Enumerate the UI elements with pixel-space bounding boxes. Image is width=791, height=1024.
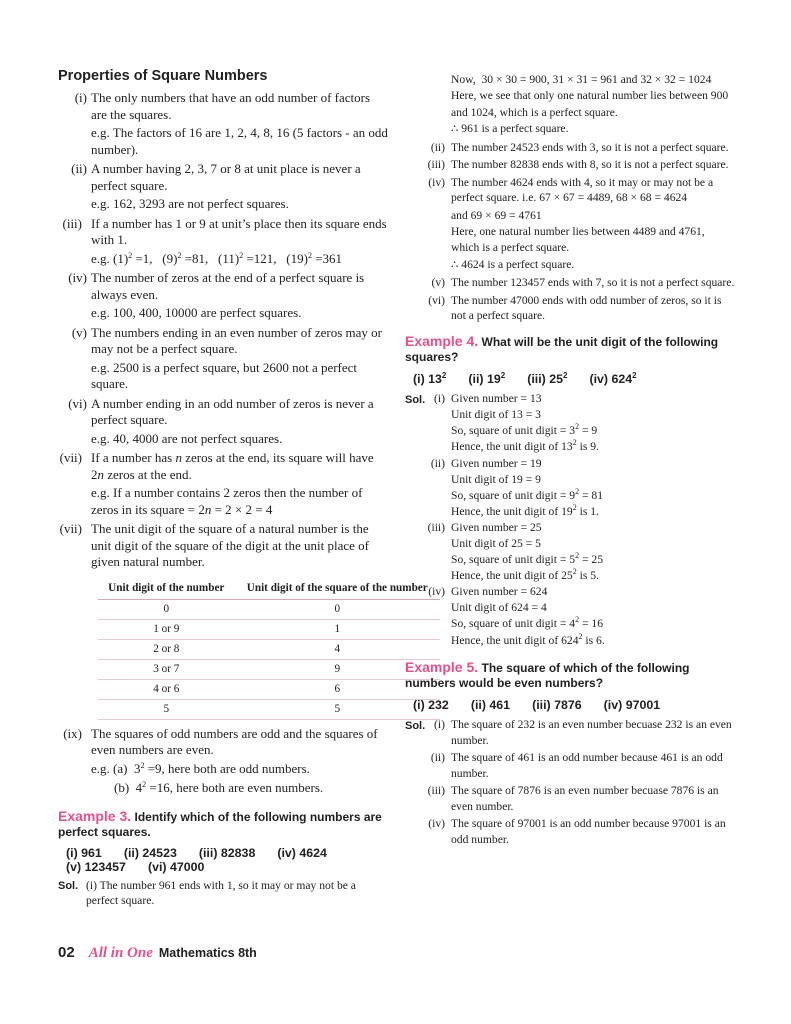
example-5-solution (405, 717, 735, 847)
solution-line (405, 552, 735, 568)
table-cell: 4 or 6 (98, 679, 235, 699)
table-row (98, 619, 440, 639)
table-row (98, 679, 440, 699)
table-header-row (98, 577, 440, 600)
property-example: e.g. If a number contains 2 zeros then the number of zeros in its square = 2n = 2 × 2 = 4 (91, 485, 363, 517)
example-label: Example 4. (405, 332, 479, 349)
part-number: (i) (434, 718, 445, 732)
property-item (58, 325, 388, 358)
property-item (58, 521, 388, 571)
solution-label: Sol. (58, 879, 79, 892)
option-label: (iv) 97001 (603, 698, 661, 713)
solution-part (405, 783, 735, 814)
property-text: If a number has n zeros at the end, its square will have 2n zeros at the end. (91, 450, 374, 482)
property-text: The only numbers that have an odd number of factors are the squares. (91, 90, 371, 122)
part-number: (ii) (430, 140, 445, 154)
option-label: (i) $13^2$ (413, 370, 447, 386)
property-example: e.g. 100, 400, 10000 are perfect squares. (91, 305, 302, 320)
part-text: The number 123457 ends with 7, so it is not a perfect square. (451, 276, 735, 290)
part-text: Unit digit of 13 = 3 (451, 408, 541, 422)
part-text: Given number = 624 (451, 585, 548, 599)
solution-line (405, 600, 735, 616)
example-question: What will be the unit digit of the following squares? (405, 334, 719, 364)
table-row (98, 639, 440, 659)
part-text: Unit digit of 624 = 4 (451, 601, 547, 615)
table-cell: 1 (235, 619, 440, 639)
property-number: (vii) (59, 521, 82, 536)
part-number: (iv) (428, 817, 445, 831)
part-text: Unit digit of 19 = 9 (451, 472, 541, 486)
example-4-solution (405, 391, 735, 648)
solution-line (405, 520, 735, 536)
option-label: (i) 232 (413, 698, 449, 713)
example-5-title (405, 660, 735, 691)
part-number: (iii) (427, 158, 445, 172)
property-item (58, 450, 388, 483)
solution-part (405, 816, 735, 847)
part-number: (ii) (430, 751, 445, 765)
solution-line (405, 391, 735, 407)
part-text: So, square of unit digit = $5^2 = 25$ (451, 551, 604, 567)
part-text: Given number = 19 (451, 456, 542, 470)
property-text: If a number has 1 or 9 at unit’s place then its square ends with 1. (91, 215, 387, 247)
example-4-title (405, 334, 735, 365)
left-column (58, 66, 428, 909)
table-cell: 5 (98, 699, 235, 719)
solution-line (405, 633, 735, 649)
part-number: (ii) (430, 456, 445, 470)
option-label: (ii) 24523 (123, 845, 177, 860)
part-text: The square of 232 is an even number becuase 232 is an even number. (451, 718, 732, 747)
table-cell: 9 (235, 659, 440, 679)
part-text: The number 47000 ends with odd number of zeros, so it is not a perfect square. (451, 293, 722, 323)
table-header: Unit digit of the number (98, 577, 235, 600)
property-number: (v) (71, 324, 87, 340)
page-footer (58, 944, 257, 962)
solution-part (405, 750, 735, 781)
solution-label: Sol. (405, 394, 426, 407)
solution-line (405, 472, 735, 488)
property-item (58, 90, 388, 123)
option-label: (iv) $624^2$ (589, 370, 637, 386)
property-example: e.g. 40, 4000 are not perfect squares. (91, 430, 283, 446)
example-3-solution (58, 878, 388, 909)
property-text: The squares of odd numbers are odd and the squares of even numbers are even. (91, 725, 378, 757)
property-item (58, 216, 388, 249)
property-number: (ix) (63, 725, 82, 741)
table-body (98, 599, 440, 719)
solution-line: ∴ 961 is a perfect square. (451, 122, 569, 136)
part-number: (iii) (427, 520, 445, 534)
property-text: The unit digit of the square of a natural number is the unit digit of the square of the digit at the unit place of given natural number. (91, 521, 369, 569)
property-text: The number of zeros at the end of a perfect square is always even. (91, 270, 365, 302)
option-label: (iii) 82838 (198, 845, 256, 860)
option-label: (iii) $25^2$ (527, 370, 568, 386)
part-text: Hence, the unit digit of $624^2$ is 6. (451, 631, 605, 647)
part-text: Hence, the unit digit of $13^2$ is 9. (451, 438, 599, 454)
example-label: Example 3. (58, 807, 132, 824)
property-item (58, 396, 388, 429)
part-text: The number 82838 ends with 8, so it is not a perfect square. (451, 158, 729, 172)
solution-line: Here, we see that only one natural number lies between 900 and 1024, which is a perfect square. (451, 89, 729, 119)
property-text: A number having 2, 3, 7 or 8 at unit place is never a perfect square. (91, 161, 361, 193)
solution-part (405, 175, 735, 206)
property-number: (iii) (62, 215, 82, 231)
solution-line (405, 536, 735, 552)
part-number: (vi) (428, 293, 445, 307)
section-heading: Properties of Square Numbers (58, 68, 268, 84)
solution-part (405, 157, 735, 173)
part-text: Hence, the unit digit of $25^2$ is 5. (451, 567, 599, 583)
part-number: (iii) (427, 784, 445, 798)
solution-line (405, 439, 735, 455)
solution-part (405, 717, 735, 748)
example-3-options (66, 846, 388, 874)
table-cell: 6 (235, 679, 440, 699)
solution-line: and 69 × 69 = 4761 (451, 208, 542, 222)
example-question: Identify which of the following numbers are perfect squares. (58, 809, 382, 839)
property-number: (i) (74, 90, 87, 105)
property-example: (b) $4^2 =16$, here both are even numbers. (114, 780, 324, 795)
solution-line: Now, 30 × 30 = 900, 31 × 31 = 961 and 32 × 32 = 1024 (451, 73, 712, 86)
solution-line (405, 584, 735, 600)
right-column (405, 72, 735, 849)
solution-part (405, 140, 735, 156)
solution-line (405, 568, 735, 584)
solution-line (405, 504, 735, 520)
table-row (98, 659, 440, 679)
table-cell: 4 (235, 639, 440, 659)
solution-part (405, 275, 735, 291)
table-cell: 0 (235, 599, 440, 619)
example-4-options (413, 371, 735, 387)
solution-line (405, 616, 735, 632)
option-label: (iii) 7876 (532, 698, 582, 713)
table-row (98, 599, 440, 619)
part-text: The square of 97001 is an odd number because 97001 is an odd number. (451, 817, 726, 846)
table-cell: 1 or 9 (98, 619, 235, 639)
part-text: The square of 461 is an odd number because 461 is an odd number. (451, 751, 723, 780)
page-number: 02 (58, 944, 75, 961)
part-text: So, square of unit digit = $3^2 = 9$ (451, 422, 598, 438)
part-text: Given number = 13 (451, 392, 542, 406)
solution-line (405, 456, 735, 472)
example-label: Example 5. (405, 659, 479, 676)
option-label: (ii) $19^2$ (468, 370, 506, 386)
solution-part (405, 293, 735, 324)
part-text: The number 4624 ends with 4, so it may or may not be a perfect square. i.e. 67 × 67 = 4489, 68 × 68 = 4624 (451, 175, 714, 205)
part-text: The square of 7876 is an even number becuase 7876 is an even number. (451, 784, 719, 813)
example-5-options (413, 697, 735, 713)
solution-line: ∴ 4624 is a perfect square. (451, 257, 575, 271)
property-example: e.g. 162, 3293 are not perfect squares. (91, 196, 289, 211)
part-text: So, square of unit digit = $4^2 = 16$ (451, 615, 604, 631)
book-subject: Mathematics 8th (158, 946, 257, 960)
example-question: The square of which of the following numbers would be even numbers? (405, 661, 690, 691)
property-example: e.g. $(1)^2 =1$, $(9)^2 =81$, $(11)^2 =121$, $(19)^2 =361$ (91, 250, 343, 266)
solution-line (405, 488, 735, 504)
option-label: (v) 123457 (66, 859, 126, 874)
part-number: (i) (434, 392, 445, 406)
table-cell: 3 or 7 (98, 659, 235, 679)
option-label: (i) 961 (66, 845, 102, 860)
part-text: Hence, the unit digit of $19^2$ is 1. (451, 502, 599, 518)
part-text: So, square of unit digit = $9^2 = 81$ (451, 486, 604, 502)
property-item (58, 726, 388, 759)
property-item (58, 161, 388, 194)
property-item (58, 270, 388, 303)
table-header: Unit digit of the square of the number (235, 577, 440, 600)
property-text: The numbers ending in an even number of zeros may or may not be a perfect square. (91, 324, 382, 356)
option-label: (iv) 4624 (277, 845, 327, 860)
property-number: (iv) (68, 270, 87, 285)
example-3-title (58, 809, 388, 840)
solution-line: Here, one natural number lies between 4489 and 4761, which is a perfect square. (451, 225, 705, 255)
table-cell: 2 or 8 (98, 639, 235, 659)
property-number: (ii) (71, 161, 87, 176)
property-number: (vii) (59, 450, 82, 465)
table-cell: 0 (98, 599, 235, 619)
solution-line (405, 423, 735, 439)
part-text: The number 24523 ends with 3, so it is not a perfect square. (451, 140, 729, 154)
part-text: Given number = 25 (451, 520, 542, 534)
table-row (98, 699, 440, 719)
option-label: (ii) 461 (470, 698, 511, 713)
brand-logo: All in One (88, 945, 153, 961)
solution-line (405, 407, 735, 423)
part-number: (iv) (428, 175, 445, 189)
property-example: e.g. (a) $3^2 =9$, here both are odd numbers. (91, 760, 310, 776)
part-number: (iv) (428, 585, 445, 599)
option-label: (vi) 47000 (147, 859, 205, 874)
property-example: e.g. 2500 is a perfect square, but 2600 not a perfect square. (91, 359, 358, 391)
unit-digit-table (98, 577, 440, 720)
part-text: Unit digit of 25 = 5 (451, 537, 541, 550)
table-cell: 5 (235, 699, 440, 719)
property-text: A number ending in an odd number of zeros is never a perfect square. (91, 395, 374, 427)
example-3-solution-parts (405, 275, 735, 324)
property-number: (vi) (68, 395, 87, 411)
solution-label: Sol. (405, 720, 426, 733)
solution-text: (i) The number 961 ends with 1, so it may or may not be a perfect square. (86, 878, 356, 907)
part-number: (v) (431, 276, 445, 290)
properties-list (58, 90, 388, 571)
property-example: e.g. The factors of 16 are 1, 2, 4, 8, 16 (5 factors - an odd number). (91, 125, 388, 157)
example-3-solution-parts (405, 140, 735, 206)
